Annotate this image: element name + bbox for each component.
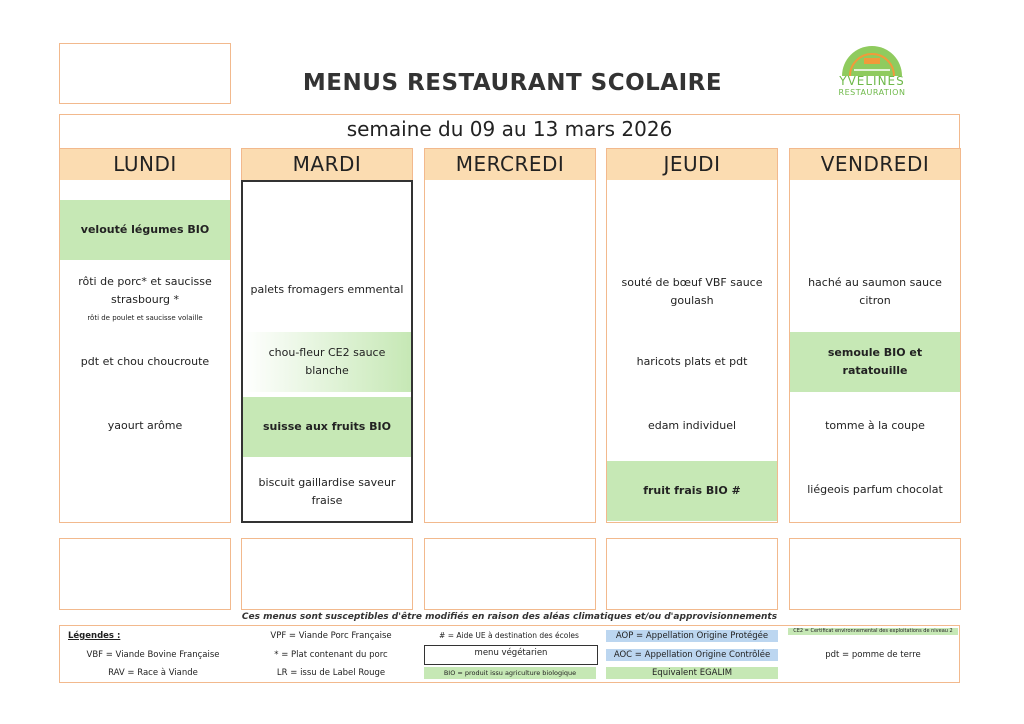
page-title: MENUS RESTAURANT SCOLAIRE: [302, 70, 723, 96]
menu-item-label: liégeois parfum chocolat: [807, 483, 943, 496]
legend-title: Légendes :: [68, 631, 121, 641]
extra-box-monday: [59, 538, 231, 610]
menu-item-dairy: [243, 397, 411, 457]
extra-box-friday: [789, 538, 961, 610]
menu-item-dessert: [243, 462, 411, 522]
menu-item-label: tomme à la coupe: [825, 419, 925, 432]
menu-item-main: [790, 262, 960, 322]
extra-box-wednesday: [424, 538, 596, 610]
brand-subtitle: RESTAURATION: [838, 88, 906, 97]
legend-pdt: pdt = pomme de terre: [825, 650, 921, 660]
day-header: LUNDI: [60, 149, 230, 180]
menu-item-starter: [243, 182, 411, 262]
brand-name: YVELINES: [839, 74, 905, 88]
disclaimer-notice: Ces menus sont susceptibles d'être modifiés en raison des aléas climatiques et/ou d'approvisionnements: [241, 612, 778, 622]
legend-vbf: VBF = Viande Bovine Française: [86, 650, 220, 660]
brand-logo: [812, 40, 932, 100]
legend-egalim: Equivalent EGALIM: [606, 667, 778, 679]
extra-box-tuesday: [241, 538, 413, 610]
menu-item-side: [790, 332, 960, 392]
menu-item-label: biscuit gaillardise saveur fraise: [258, 476, 396, 507]
day-column-tuesday: [241, 180, 413, 523]
legend-aop: AOP = Appellation Origine Protégée: [606, 630, 778, 642]
menu-item-dairy: [607, 396, 777, 456]
logo-placeholder-box: [59, 43, 231, 104]
day-column-thursday: [606, 148, 778, 523]
legend-frame: [59, 625, 960, 683]
menu-item-label: suisse aux fruits BIO: [263, 420, 391, 433]
menu-item-alternative: rôti de poulet et saucisse volaille: [87, 314, 203, 322]
menu-item-side: [607, 332, 777, 392]
menu-item-label: haricots plats et pdt: [636, 355, 748, 368]
menu-item-label: pdt et chou choucroute: [80, 355, 210, 368]
legend-label-rouge: LR = issu de Label Rouge: [276, 668, 386, 678]
menu-item-label: velouté légumes BIO: [80, 223, 210, 236]
menu-item-main: [607, 262, 777, 322]
legend-ce2: CE2 = Certificat environnemental des exploitations de niveau 2: [788, 628, 958, 635]
menu-item-dessert: [790, 460, 960, 520]
menu-item-main: [60, 266, 230, 330]
menu-item-label: fruit frais BIO #: [643, 484, 741, 497]
menu-item-dessert: [607, 461, 777, 521]
week-title: semaine du 09 au 13 mars 2026: [346, 117, 673, 141]
day-header-frame-tuesday: [241, 148, 413, 181]
menu-item-label: chou-fleur CE2 sauce blanche: [268, 346, 386, 377]
menu-item-side: [243, 332, 411, 392]
menu-item-label: haché au saumon sauce citron: [808, 276, 942, 307]
menu-item-starter: [60, 200, 230, 260]
menu-item-label: palets fromagers emmental: [250, 283, 404, 296]
menu-item-label: rôti de porc* et saucisse strasbourg *: [78, 275, 212, 306]
day-column-monday: [59, 148, 231, 523]
menu-item-label: yaourt arôme: [107, 419, 183, 432]
menu-item-dairy: [790, 396, 960, 456]
legend-rav: RAV = Race à Viande: [108, 668, 198, 678]
menu-item-label: edam individuel: [647, 419, 737, 432]
menu-item-label: semoule BIO et ratatouille: [827, 346, 923, 377]
day-header: MARDI: [242, 149, 412, 180]
legend-bio: BIO = produit issu agriculture biologique: [424, 667, 596, 679]
day-column-friday: [789, 148, 961, 523]
menu-item-side: [60, 332, 230, 392]
legend-porc: * = Plat contenant du porc: [274, 650, 388, 660]
legend-vegetarian: menu végétarien: [424, 645, 598, 665]
menu-item-main: [243, 266, 411, 314]
extra-box-thursday: [606, 538, 778, 610]
day-column-wednesday: [424, 148, 596, 523]
day-header: MERCREDI: [425, 149, 595, 180]
menu-item-dessert: [60, 460, 230, 520]
day-header: VENDREDI: [790, 149, 960, 180]
menu-item-dairy: [60, 396, 230, 456]
day-header: JEUDI: [607, 149, 777, 180]
legend-vpf: VPF = Viande Porc Française: [270, 631, 392, 641]
legend-aoc: AOC = Appellation Origine Contrôlée: [606, 649, 778, 661]
legend-aide-ue: # = Aide UE à destination des écoles: [439, 631, 579, 640]
menu-item-label: souté de bœuf VBF sauce goulash: [621, 276, 763, 307]
